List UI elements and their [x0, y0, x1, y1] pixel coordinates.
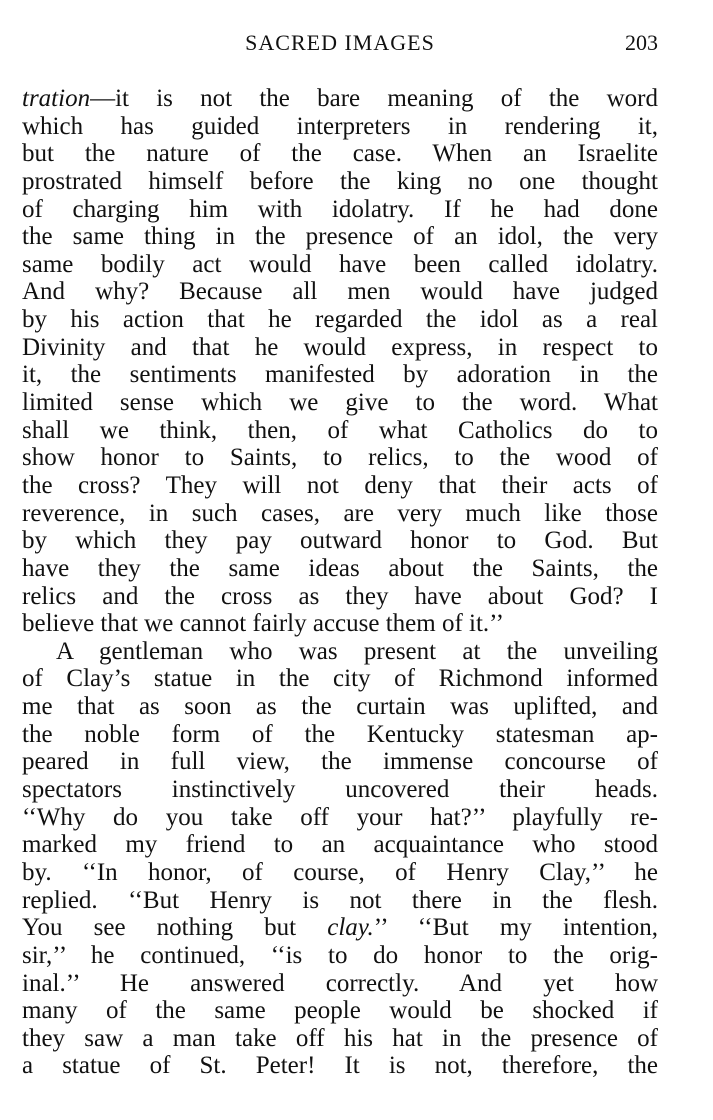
text-line [22, 417, 658, 445]
text-line [22, 583, 658, 611]
text-line [22, 776, 658, 804]
text-run: believe that we cannot fairly accuse them of it.’’ [22, 610, 504, 638]
text-run: relics and the cross as they have about God? I [22, 582, 658, 610]
running-header [22, 26, 658, 60]
text-run: marked my friend to an acquaintance who stood [22, 831, 658, 859]
page-number: 203 [625, 30, 658, 55]
text-line [22, 140, 658, 168]
text-line [22, 251, 658, 279]
text-run: peared in full view, the immense concourse of [22, 748, 658, 776]
text-run: they saw a man take off his hat in the presence of [22, 1024, 658, 1052]
text-line [22, 831, 658, 859]
running-title: SACRED IMAGES [245, 30, 435, 55]
body-text [22, 85, 658, 1080]
text-line [22, 693, 658, 721]
italic-text: tration [22, 85, 91, 112]
paragraph-start-line [22, 638, 658, 666]
text-line [22, 1025, 658, 1053]
text-line [22, 361, 658, 389]
text-line [22, 223, 658, 251]
text-run: by his action that he regarded the idol as a real [22, 306, 658, 334]
text-run: a statue of St. Peter! It is not, therefore, the [22, 1052, 658, 1080]
text-line [22, 610, 658, 638]
text-line [22, 196, 658, 224]
text-line [22, 85, 658, 113]
text-run: You see nothing but [22, 914, 328, 942]
text-line [22, 721, 658, 749]
text-run: the cross? They will not deny that their acts of [22, 471, 658, 499]
text-run: spectators instinctively uncovered their heads. [22, 776, 658, 804]
text-run: by. ‘‘In honor, of course, of Henry Clay,’’ he [22, 858, 658, 886]
text-run: ‘‘Why do you take off your hat?’’ playfully re- [22, 803, 658, 831]
text-line [22, 334, 658, 362]
text-run: Divinity and that he would express, in respect to [22, 333, 658, 361]
text-line [22, 914, 658, 942]
text-run: limited sense which we give to the word. What [22, 389, 658, 417]
text-run: by which they pay outward honor to God. But [22, 527, 658, 555]
text-line [22, 500, 658, 528]
text-line [22, 942, 658, 970]
italic-text: clay. [327, 914, 374, 942]
text-run: replied. ‘‘But Henry is not there in the flesh. [22, 886, 658, 914]
text-run: same bodily act would have been called idolatry. [22, 250, 658, 278]
text-line [22, 168, 658, 196]
text-run: A gentleman who was present at the unveiling [56, 637, 658, 665]
text-line [22, 555, 658, 583]
text-line [22, 665, 658, 693]
text-line [22, 804, 658, 832]
text-line [22, 527, 658, 555]
text-run: of Clay’s statue in the city of Richmond informed [22, 665, 658, 693]
text-run: —it is not the bare meaning of the word [90, 85, 658, 112]
text-run: reverence, in such cases, are very much like those [22, 499, 658, 527]
text-run: inal.’’ He answered correctly. And yet how [22, 969, 658, 997]
text-line [22, 444, 658, 472]
text-run: me that as soon as the curtain was uplifted, and [22, 693, 658, 721]
text-run: And why? Because all men would have judged [22, 278, 658, 306]
text-run: have they the same ideas about the Saints, the [22, 554, 658, 582]
text-run: the noble form of the Kentucky statesman ap- [22, 720, 658, 748]
text-line [22, 278, 658, 306]
text-run: of charging him with idolatry. If he had done [22, 195, 658, 223]
text-line [22, 859, 658, 887]
text-line [22, 970, 658, 998]
text-run: sir,’’ he continued, ‘‘is to do honor to the orig- [22, 941, 658, 969]
text-line [22, 748, 658, 776]
text-run: ’’ ‘‘But my intention, [373, 914, 658, 942]
text-run: many of the same people would be shocked if [22, 997, 658, 1025]
text-run: prostrated himself before the king no one thought [22, 167, 658, 195]
text-run: it, the sentiments manifested by adoration in the [22, 361, 658, 389]
text-run: which has guided interpreters in rendering it, [22, 112, 658, 140]
text-line [22, 472, 658, 500]
text-line [22, 306, 658, 334]
text-line [22, 997, 658, 1025]
text-run: the same thing in the presence of an idol, the very [22, 223, 658, 251]
text-line [22, 1052, 658, 1080]
text-line [22, 389, 658, 417]
text-line [22, 887, 658, 915]
text-line [22, 113, 658, 141]
text-run: show honor to Saints, to relics, to the wood of [22, 444, 658, 472]
text-run: shall we think, then, of what Catholics do to [22, 416, 658, 444]
text-run: but the nature of the case. When an Israelite [22, 140, 658, 168]
